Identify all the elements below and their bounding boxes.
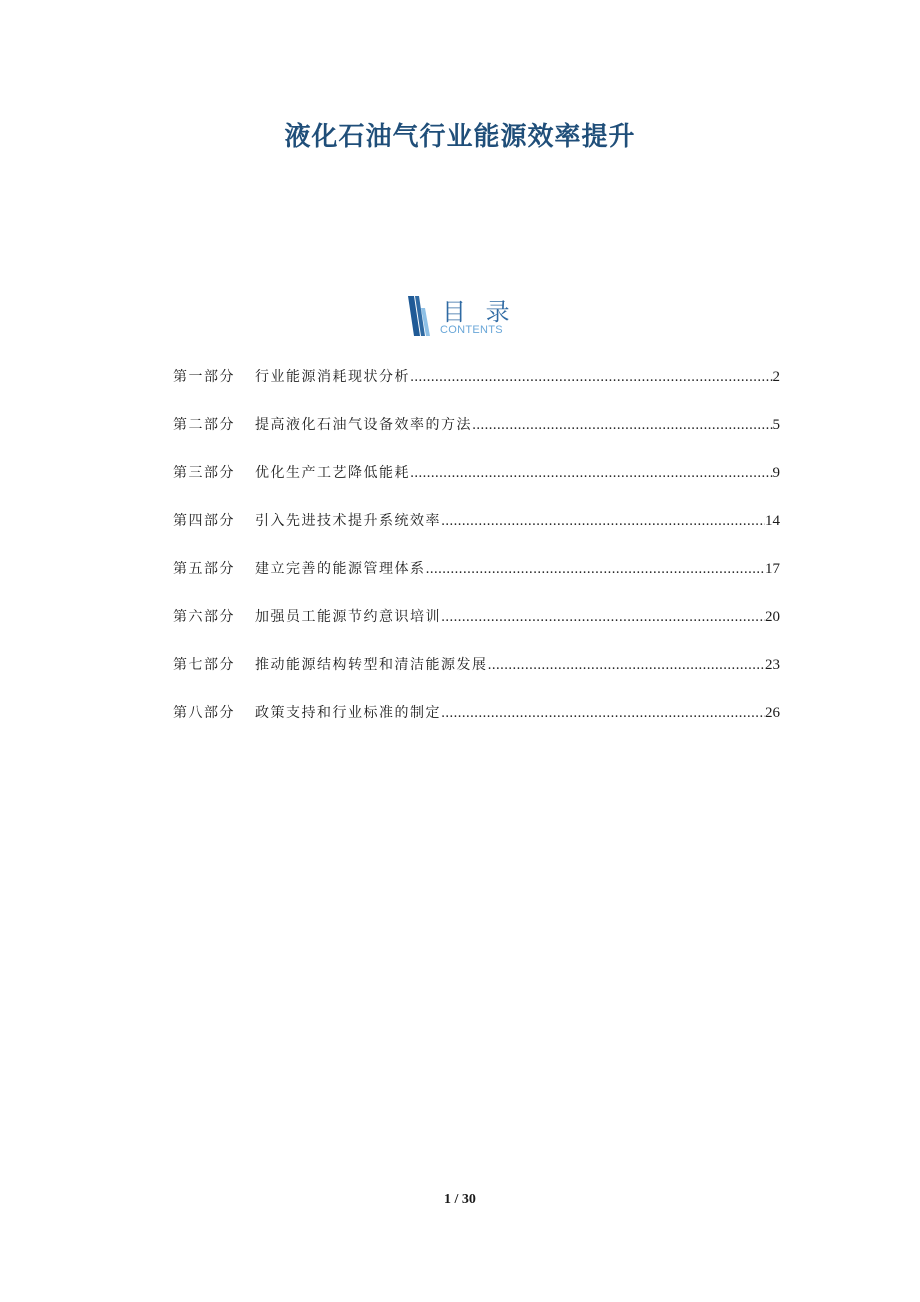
toc-entry-7[interactable] — [173, 654, 780, 702]
toc-entry-5[interactable] — [173, 558, 780, 606]
toc-entry-4[interactable] — [173, 510, 780, 558]
toc-leader-dots — [441, 511, 765, 533]
toc-entry-title: 行业能源消耗现状分析 — [255, 369, 410, 385]
toc-entry-title: 建立完善的能源管理体系 — [255, 561, 426, 577]
toc-entry-title: 优化生产工艺降低能耗 — [255, 465, 410, 481]
toc-entry-part: 第一部分 — [173, 369, 235, 385]
toc-subheading: CONTENTS — [440, 324, 503, 336]
toc-entry-6[interactable] — [173, 606, 780, 654]
toc-leader-dots — [410, 463, 773, 485]
toc-entry-page: 20 — [765, 609, 780, 625]
toc-leader-dots — [410, 367, 773, 389]
page-number: 1 / 30 — [444, 1192, 476, 1207]
toc-entry-part: 第二部分 — [173, 417, 235, 433]
toc-entry-title: 引入先进技术提升系统效率 — [255, 513, 441, 529]
toc-header — [406, 294, 546, 340]
toc-entry-page: 17 — [765, 561, 780, 577]
toc-entry-title: 提高液化石油气设备效率的方法 — [255, 417, 472, 433]
toc-leader-dots — [472, 415, 773, 437]
toc-leader-dots — [426, 559, 766, 581]
toc-leader-dots — [488, 655, 766, 677]
toc-entry-part: 第六部分 — [173, 609, 235, 625]
document-title: 液化石油气行业能源效率提升 — [284, 122, 636, 152]
toc-entry-title: 推动能源结构转型和清洁能源发展 — [255, 657, 488, 673]
toc-heading: 目 录 — [442, 298, 516, 326]
toc-entry-1[interactable] — [173, 366, 780, 414]
toc-list — [173, 366, 780, 750]
toc-leader-dots — [441, 607, 765, 629]
toc-entry-page: 5 — [772, 417, 780, 433]
toc-entry-part: 第八部分 — [173, 705, 235, 721]
toc-entry-page: 14 — [765, 513, 780, 529]
toc-entry-page: 9 — [772, 465, 780, 481]
toc-entry-2[interactable] — [173, 414, 780, 462]
toc-entry-part: 第七部分 — [173, 657, 235, 673]
toc-entry-part: 第三部分 — [173, 465, 235, 481]
toc-entry-page: 26 — [765, 705, 780, 721]
toc-leader-dots — [441, 703, 765, 725]
toc-entry-title: 政策支持和行业标准的制定 — [255, 705, 441, 721]
toc-entry-part: 第五部分 — [173, 561, 235, 577]
toc-entry-part: 第四部分 — [173, 513, 235, 529]
slanted-bars-logo-icon — [406, 294, 432, 338]
toc-entry-title: 加强员工能源节约意识培训 — [255, 609, 441, 625]
toc-entry-page: 23 — [765, 657, 780, 673]
toc-entry-page: 2 — [772, 369, 780, 385]
toc-entry-8[interactable] — [173, 702, 780, 750]
toc-entry-3[interactable] — [173, 462, 780, 510]
